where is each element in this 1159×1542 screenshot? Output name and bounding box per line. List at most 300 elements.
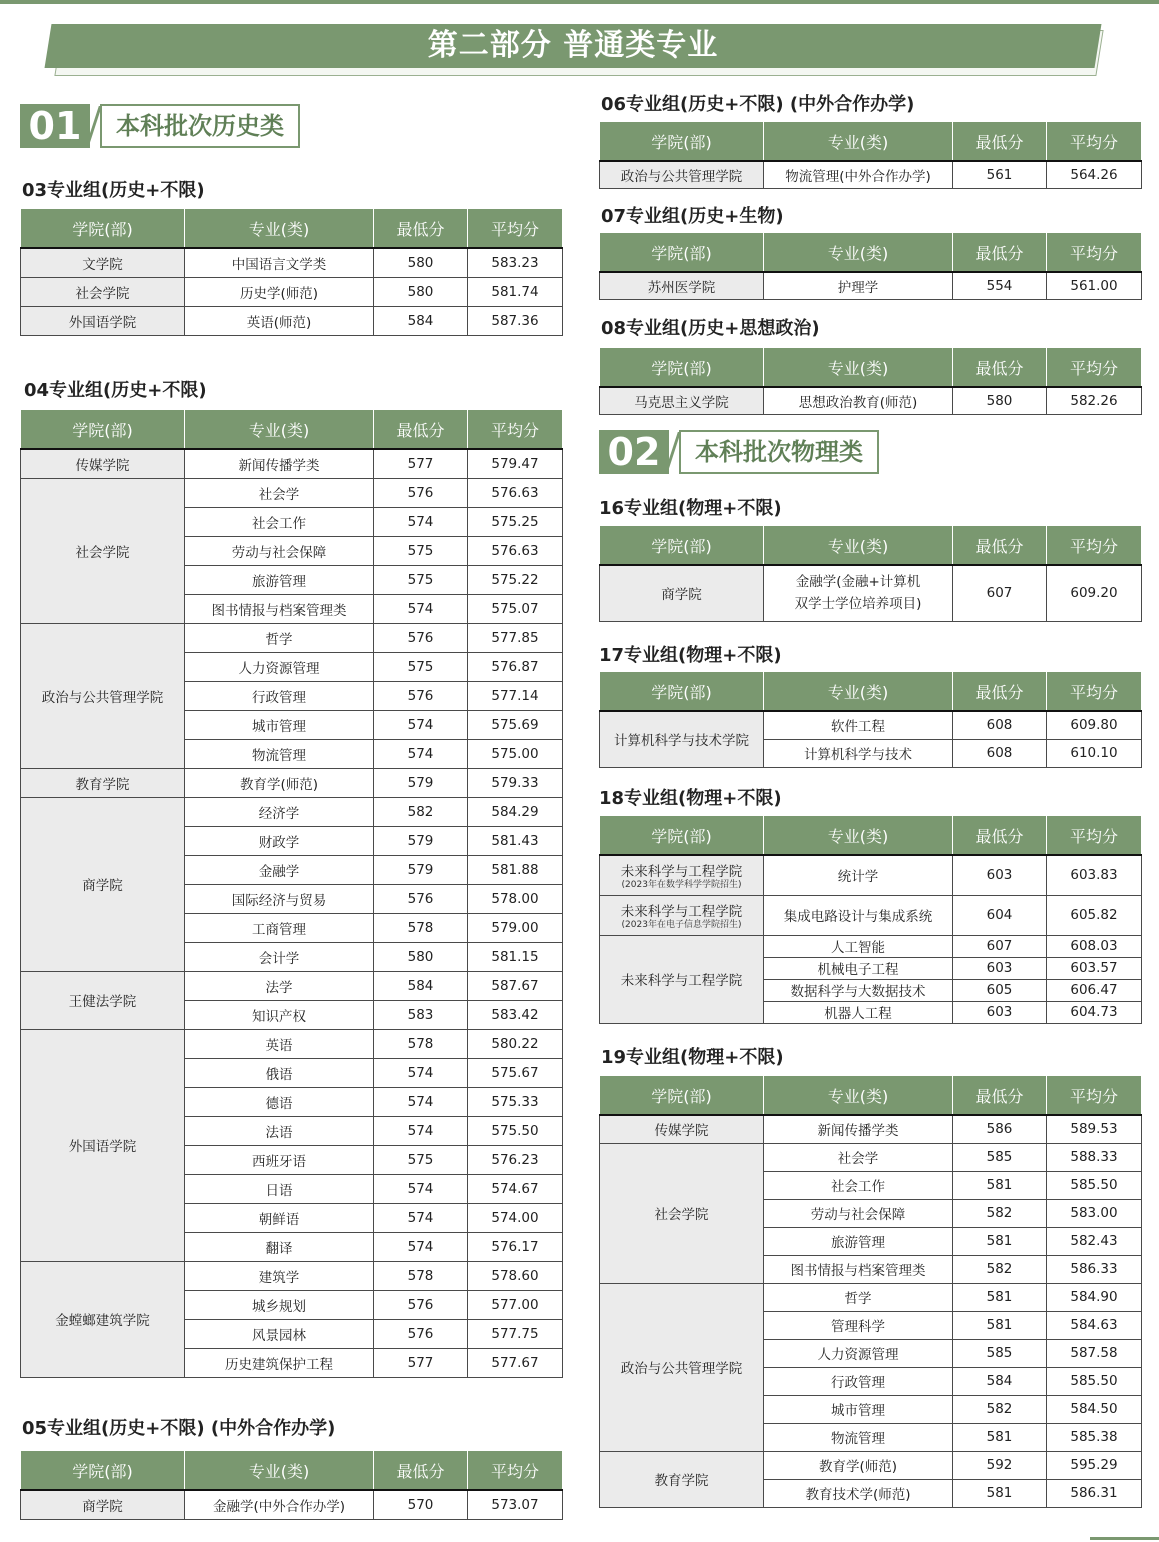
- min-score-cell: 577: [374, 1348, 468, 1377]
- avg-score-cell: 584.50: [1047, 1395, 1142, 1423]
- avg-score-cell: 575.00: [468, 739, 563, 768]
- major-cell: 行政管理: [185, 681, 374, 710]
- major-cell: 俄语: [185, 1058, 374, 1087]
- major-line: 双学士学位培养项目): [794, 596, 922, 613]
- college-note: (2023年在电子信息学院招生): [621, 919, 742, 930]
- min-score-cell: 574: [374, 1058, 468, 1087]
- column-header-min: 最低分: [953, 348, 1047, 388]
- avg-score-cell: 584.63: [1047, 1311, 1142, 1339]
- table-row: [600, 1115, 1142, 1143]
- score-table-group-05: [20, 1450, 563, 1520]
- college-name: 商学院: [82, 878, 123, 894]
- column-header-major: 专业(类): [764, 1076, 953, 1116]
- college-name: 计算机科学与技术学院: [614, 733, 749, 750]
- section-label: 本科批次物理类: [679, 430, 879, 474]
- section-number: 02: [599, 430, 669, 474]
- min-score-cell: 607: [953, 565, 1047, 621]
- avg-score-cell: 575.33: [468, 1087, 563, 1116]
- table-row: [21, 277, 563, 306]
- avg-score-cell: 574.67: [468, 1174, 563, 1203]
- column-header-min: 最低分: [374, 209, 468, 249]
- avg-score-cell: 576.63: [468, 536, 563, 565]
- column-header-avg: 平均分: [1047, 1076, 1142, 1116]
- column-header-college: 学院(部): [600, 348, 764, 388]
- avg-score-cell: 578.00: [468, 884, 563, 913]
- major-cell: [764, 565, 953, 621]
- min-score-cell: 580: [374, 942, 468, 971]
- major-cell: 图书情报与档案管理类: [764, 1255, 953, 1283]
- table-row: [600, 272, 1142, 299]
- table-row: [21, 248, 563, 277]
- table-row: [600, 855, 1142, 895]
- major-cell: 人力资源管理: [764, 1339, 953, 1367]
- group-title-18: 18专业组(物理+不限): [599, 788, 782, 809]
- college-name: 未来科学与工程学院: [620, 903, 743, 920]
- college-name: 未来科学与工程学院: [620, 863, 743, 880]
- avg-score-cell: 580.22: [468, 1029, 563, 1058]
- college-name: 传媒学院: [75, 457, 130, 474]
- section-label: 本科批次历史类: [100, 104, 300, 148]
- avg-score-cell: 584.29: [468, 797, 563, 826]
- group-title-06: 06专业组(历史+不限) (中外合作办学): [601, 94, 915, 115]
- college-name: 政治与公共管理学院: [620, 1361, 743, 1377]
- min-score-cell: 603: [953, 957, 1047, 979]
- college-cell: [21, 306, 185, 335]
- college-name: 社会学院: [654, 1207, 709, 1223]
- column-header-college: 学院(部): [600, 122, 764, 162]
- major-cell: 建筑学: [185, 1261, 374, 1290]
- major-cell: 统计学: [764, 855, 953, 895]
- min-score-cell: 574: [374, 1174, 468, 1203]
- column-header-min: 最低分: [953, 122, 1047, 162]
- avg-score-cell: 587.36: [468, 306, 563, 335]
- major-cell: 软件工程: [764, 711, 953, 739]
- college-cell: [600, 1115, 764, 1143]
- major-cell: 护理学: [764, 272, 953, 299]
- min-score-cell: 580: [374, 277, 468, 306]
- column-header-min: 最低分: [953, 526, 1047, 566]
- min-score-cell: 574: [374, 739, 468, 768]
- min-score-cell: 581: [953, 1423, 1047, 1451]
- column-header-major: 专业(类): [185, 410, 374, 450]
- table-row: [21, 797, 563, 826]
- college-cell: [600, 895, 764, 935]
- table-row: [21, 478, 563, 507]
- major-cell: 国际经济与贸易: [185, 884, 374, 913]
- college-cell: [600, 935, 764, 1023]
- min-score-cell: 576: [374, 1319, 468, 1348]
- page-title: 第二部分 普通类专业: [427, 28, 719, 63]
- page-banner: [48, 24, 1108, 74]
- min-score-cell: 605: [953, 979, 1047, 1001]
- avg-score-cell: 576.63: [468, 478, 563, 507]
- score-table-group-04: [20, 409, 563, 1378]
- table-header-row: [21, 209, 563, 249]
- min-score-cell: 581: [953, 1227, 1047, 1255]
- avg-score-cell: 583.23: [468, 248, 563, 277]
- college-name: 商学院: [661, 587, 702, 604]
- table-row: [21, 306, 563, 335]
- min-score-cell: 583: [374, 1000, 468, 1029]
- score-table-group-06: [599, 121, 1142, 189]
- min-score-cell: 582: [953, 1199, 1047, 1227]
- avg-score-cell: 581.74: [468, 277, 563, 306]
- column-header-major: 专业(类): [764, 122, 953, 162]
- college-name: 文学院: [82, 256, 123, 273]
- avg-score-cell: 584.90: [1047, 1283, 1142, 1311]
- major-cell: 翻译: [185, 1232, 374, 1261]
- column-header-avg: 平均分: [468, 1451, 563, 1491]
- min-score-cell: 570: [374, 1490, 468, 1519]
- table-row: [600, 1283, 1142, 1311]
- group-title-07: 07专业组(历史+生物): [601, 206, 784, 227]
- major-cell: 新闻传播学类: [764, 1115, 953, 1143]
- avg-score-cell: 586.31: [1047, 1479, 1142, 1507]
- college-name: 外国语学院: [68, 314, 137, 331]
- min-score-cell: 574: [374, 507, 468, 536]
- avg-score-cell: 575.07: [468, 594, 563, 623]
- major-cell: 经济学: [185, 797, 374, 826]
- footer-accent-bar: [1090, 1537, 1159, 1540]
- college-name: 教育学院: [654, 1473, 709, 1489]
- major-line: 金融学(金融+计算机: [795, 574, 921, 591]
- min-score-cell: 578: [374, 1029, 468, 1058]
- min-score-cell: 575: [374, 1145, 468, 1174]
- column-header-avg: 平均分: [1047, 526, 1142, 566]
- avg-score-cell: 585.50: [1047, 1171, 1142, 1199]
- section-01-heading: [20, 104, 320, 148]
- college-name: 政治与公共管理学院: [620, 168, 743, 185]
- section-02-heading: [599, 430, 899, 474]
- avg-score-cell: 605.82: [1047, 895, 1142, 935]
- table-row: [600, 387, 1142, 414]
- group-title-16: 16专业组(物理+不限): [599, 498, 782, 519]
- table-header-row: [600, 122, 1142, 162]
- column-header-major: 专业(类): [185, 209, 374, 249]
- score-table-group-07: [599, 232, 1142, 300]
- major-cell: 法语: [185, 1116, 374, 1145]
- major-cell: 哲学: [185, 623, 374, 652]
- major-cell: 会计学: [185, 942, 374, 971]
- major-cell: 朝鲜语: [185, 1203, 374, 1232]
- min-score-cell: 574: [374, 1116, 468, 1145]
- avg-score-cell: 577.00: [468, 1290, 563, 1319]
- avg-score-cell: 583.42: [468, 1000, 563, 1029]
- avg-score-cell: 608.03: [1047, 935, 1142, 957]
- major-cell: 图书情报与档案管理类: [185, 594, 374, 623]
- college-cell: [600, 711, 764, 767]
- column-header-college: 学院(部): [600, 816, 764, 856]
- avg-score-cell: 574.00: [468, 1203, 563, 1232]
- top-accent-bar: [0, 0, 1159, 4]
- college-cell: [600, 387, 764, 414]
- table-row: [600, 161, 1142, 188]
- college-note: (2023年在数学科学学院招生): [621, 879, 742, 890]
- table-header-row: [21, 410, 563, 450]
- avg-score-cell: 582.26: [1047, 387, 1142, 414]
- column-header-major: 专业(类): [764, 348, 953, 388]
- group-title-17: 17专业组(物理+不限): [599, 645, 782, 666]
- college-name: 马克思主义学院: [634, 394, 729, 411]
- avg-score-cell: 576.17: [468, 1232, 563, 1261]
- column-header-avg: 平均分: [1047, 816, 1142, 856]
- college-cell: [600, 855, 764, 895]
- avg-score-cell: 577.85: [468, 623, 563, 652]
- college-cell: [600, 1283, 764, 1451]
- min-score-cell: 584: [953, 1367, 1047, 1395]
- major-cell: 劳动与社会保障: [185, 536, 374, 565]
- min-score-cell: 576: [374, 681, 468, 710]
- column-header-avg: 平均分: [468, 410, 563, 450]
- college-cell: [21, 1490, 185, 1519]
- avg-score-cell: 577.75: [468, 1319, 563, 1348]
- min-score-cell: 579: [374, 826, 468, 855]
- avg-score-cell: 577.67: [468, 1348, 563, 1377]
- min-score-cell: 582: [374, 797, 468, 826]
- college-name: 外国语学院: [68, 1139, 137, 1155]
- column-header-avg: 平均分: [468, 209, 563, 249]
- college-name: 商学院: [82, 1498, 123, 1515]
- table-header-row: [600, 348, 1142, 388]
- avg-score-cell: 603.57: [1047, 957, 1142, 979]
- college-cell: [21, 1261, 185, 1377]
- column-header-college: 学院(部): [21, 209, 185, 249]
- min-score-cell: 584: [374, 971, 468, 1000]
- min-score-cell: 608: [953, 739, 1047, 767]
- min-score-cell: 574: [374, 1087, 468, 1116]
- major-cell: 社会工作: [185, 507, 374, 536]
- major-cell: 哲学: [764, 1283, 953, 1311]
- college-cell: [600, 161, 764, 188]
- min-score-cell: 577: [374, 449, 468, 478]
- avg-score-cell: 586.33: [1047, 1255, 1142, 1283]
- college-cell: [600, 565, 764, 621]
- avg-score-cell: 606.47: [1047, 979, 1142, 1001]
- table-row: [600, 1143, 1142, 1171]
- college-cell: [21, 248, 185, 277]
- table-row: [21, 971, 563, 1000]
- min-score-cell: 582: [953, 1395, 1047, 1423]
- column-header-college: 学院(部): [600, 233, 764, 273]
- major-cell: 行政管理: [764, 1367, 953, 1395]
- college-cell: [21, 768, 185, 797]
- column-header-college: 学院(部): [21, 410, 185, 450]
- score-table-group-17: [599, 671, 1142, 768]
- college-name: 社会学院: [75, 285, 130, 302]
- score-table-group-18: [599, 815, 1142, 1024]
- avg-score-cell: 595.29: [1047, 1451, 1142, 1479]
- college-name: 金螳螂建筑学院: [55, 1313, 150, 1329]
- major-cell: 物流管理: [185, 739, 374, 768]
- min-score-cell: 576: [374, 478, 468, 507]
- min-score-cell: 579: [374, 768, 468, 797]
- group-title-19: 19专业组(物理+不限): [601, 1047, 784, 1068]
- min-score-cell: 574: [374, 1203, 468, 1232]
- min-score-cell: 581: [953, 1283, 1047, 1311]
- min-score-cell: 576: [374, 884, 468, 913]
- table-row: [600, 711, 1142, 739]
- avg-score-cell: 585.38: [1047, 1423, 1142, 1451]
- avg-score-cell: 609.20: [1047, 565, 1142, 621]
- avg-score-cell: 603.83: [1047, 855, 1142, 895]
- major-cell: 金融学: [185, 855, 374, 884]
- avg-score-cell: 579.00: [468, 913, 563, 942]
- min-score-cell: 608: [953, 711, 1047, 739]
- major-cell: 旅游管理: [185, 565, 374, 594]
- column-header-college: 学院(部): [600, 526, 764, 566]
- avg-score-cell: 604.73: [1047, 1001, 1142, 1023]
- column-header-major: 专业(类): [185, 1451, 374, 1491]
- score-table-group-16: [599, 525, 1142, 622]
- group-title-08: 08专业组(历史+思想政治): [601, 318, 820, 339]
- avg-score-cell: 610.10: [1047, 739, 1142, 767]
- table-row: [21, 449, 563, 478]
- avg-score-cell: 587.67: [468, 971, 563, 1000]
- major-cell: 数据科学与大数据技术: [764, 979, 953, 1001]
- table-row: [600, 935, 1142, 957]
- college-cell: [600, 1143, 764, 1283]
- major-cell: 法学: [185, 971, 374, 1000]
- college-cell: [21, 797, 185, 971]
- min-score-cell: 575: [374, 652, 468, 681]
- avg-score-cell: 575.69: [468, 710, 563, 739]
- min-score-cell: 581: [953, 1171, 1047, 1199]
- avg-score-cell: 585.50: [1047, 1367, 1142, 1395]
- college-name: 苏州医学院: [647, 279, 716, 296]
- min-score-cell: 578: [374, 913, 468, 942]
- table-header-row: [600, 816, 1142, 856]
- table-row: [21, 768, 563, 797]
- score-table-group-08: [599, 347, 1142, 415]
- min-score-cell: 575: [374, 565, 468, 594]
- major-cell: 德语: [185, 1087, 374, 1116]
- min-score-cell: 607: [953, 935, 1047, 957]
- college-cell: [21, 478, 185, 623]
- group-title-05: 05专业组(历史+不限) (中外合作办学): [22, 1418, 336, 1439]
- college-name: 政治与公共管理学院: [41, 689, 164, 706]
- table-row: [21, 1029, 563, 1058]
- avg-score-cell: 576.23: [468, 1145, 563, 1174]
- table-header-row: [600, 1076, 1142, 1116]
- min-score-cell: 585: [953, 1339, 1047, 1367]
- min-score-cell: 579: [374, 855, 468, 884]
- column-header-college: 学院(部): [600, 1076, 764, 1116]
- min-score-cell: 561: [953, 161, 1047, 188]
- major-cell: 社会学: [764, 1143, 953, 1171]
- avg-score-cell: 583.00: [1047, 1199, 1142, 1227]
- avg-score-cell: 581.43: [468, 826, 563, 855]
- college-cell: [21, 971, 185, 1029]
- avg-score-cell: 578.60: [468, 1261, 563, 1290]
- major-cell: 教育技术学(师范): [764, 1479, 953, 1507]
- major-cell: 集成电路设计与集成系统: [764, 895, 953, 935]
- avg-score-cell: 609.80: [1047, 711, 1142, 739]
- column-header-major: 专业(类): [764, 526, 953, 566]
- college-name: 未来科学与工程学院: [620, 973, 743, 989]
- major-cell: 思想政治教育(师范): [764, 387, 953, 414]
- min-score-cell: 581: [953, 1311, 1047, 1339]
- min-score-cell: 574: [374, 710, 468, 739]
- column-header-major: 专业(类): [764, 816, 953, 856]
- avg-score-cell: 575.50: [468, 1116, 563, 1145]
- major-cell: 机器人工程: [764, 1001, 953, 1023]
- avg-score-cell: 581.88: [468, 855, 563, 884]
- table-header-row: [600, 526, 1142, 566]
- table-row: [21, 623, 563, 652]
- min-score-cell: 585: [953, 1143, 1047, 1171]
- score-table-group-19: [599, 1075, 1142, 1508]
- major-cell: 中国语言文学类: [185, 248, 374, 277]
- avg-score-cell: 588.33: [1047, 1143, 1142, 1171]
- major-cell: 英语: [185, 1029, 374, 1058]
- avg-score-cell: 573.07: [468, 1490, 563, 1519]
- avg-score-cell: 577.14: [468, 681, 563, 710]
- table-header-row: [600, 672, 1142, 712]
- min-score-cell: 586: [953, 1115, 1047, 1143]
- min-score-cell: 574: [374, 594, 468, 623]
- table-row: [600, 895, 1142, 935]
- college-cell: [21, 277, 185, 306]
- table-row: [21, 1490, 563, 1519]
- avg-score-cell: 576.87: [468, 652, 563, 681]
- group-title-03: 03专业组(历史+不限): [22, 180, 205, 201]
- min-score-cell: 575: [374, 536, 468, 565]
- major-cell: 历史建筑保护工程: [185, 1348, 374, 1377]
- column-header-major: 专业(类): [764, 672, 953, 712]
- college-cell: [21, 449, 185, 478]
- table-row: [21, 1261, 563, 1290]
- avg-score-cell: 581.15: [468, 942, 563, 971]
- min-score-cell: 580: [374, 248, 468, 277]
- group-title-04: 04专业组(历史+不限): [24, 380, 207, 401]
- major-cell: 教育学(师范): [764, 1451, 953, 1479]
- major-cell: 计算机科学与技术: [764, 739, 953, 767]
- min-score-cell: 580: [953, 387, 1047, 414]
- major-cell: 人力资源管理: [185, 652, 374, 681]
- column-header-min: 最低分: [953, 1076, 1047, 1116]
- column-header-college: 学院(部): [21, 1451, 185, 1491]
- column-header-avg: 平均分: [1047, 672, 1142, 712]
- major-cell: 劳动与社会保障: [764, 1199, 953, 1227]
- min-score-cell: 582: [953, 1255, 1047, 1283]
- major-cell: 日语: [185, 1174, 374, 1203]
- min-score-cell: 574: [374, 1232, 468, 1261]
- major-cell: 物流管理(中外合作办学): [764, 161, 953, 188]
- major-cell: 风景园林: [185, 1319, 374, 1348]
- column-header-avg: 平均分: [1047, 233, 1142, 273]
- column-header-min: 最低分: [953, 672, 1047, 712]
- min-score-cell: 554: [953, 272, 1047, 299]
- major-cell: 机械电子工程: [764, 957, 953, 979]
- avg-score-cell: 589.53: [1047, 1115, 1142, 1143]
- avg-score-cell: 579.33: [468, 768, 563, 797]
- score-table-group-03: [20, 208, 563, 336]
- column-header-avg: 平均分: [1047, 348, 1142, 388]
- avg-score-cell: 582.43: [1047, 1227, 1142, 1255]
- college-name: 社会学院: [75, 544, 130, 561]
- min-score-cell: 603: [953, 855, 1047, 895]
- avg-score-cell: 575.67: [468, 1058, 563, 1087]
- major-cell: 城乡规划: [185, 1290, 374, 1319]
- column-header-avg: 平均分: [1047, 122, 1142, 162]
- major-cell: 新闻传播学类: [185, 449, 374, 478]
- major-cell: 英语(师范): [185, 306, 374, 335]
- min-score-cell: 581: [953, 1479, 1047, 1507]
- min-score-cell: 603: [953, 1001, 1047, 1023]
- column-header-college: 学院(部): [600, 672, 764, 712]
- min-score-cell: 584: [374, 306, 468, 335]
- column-header-min: 最低分: [953, 233, 1047, 273]
